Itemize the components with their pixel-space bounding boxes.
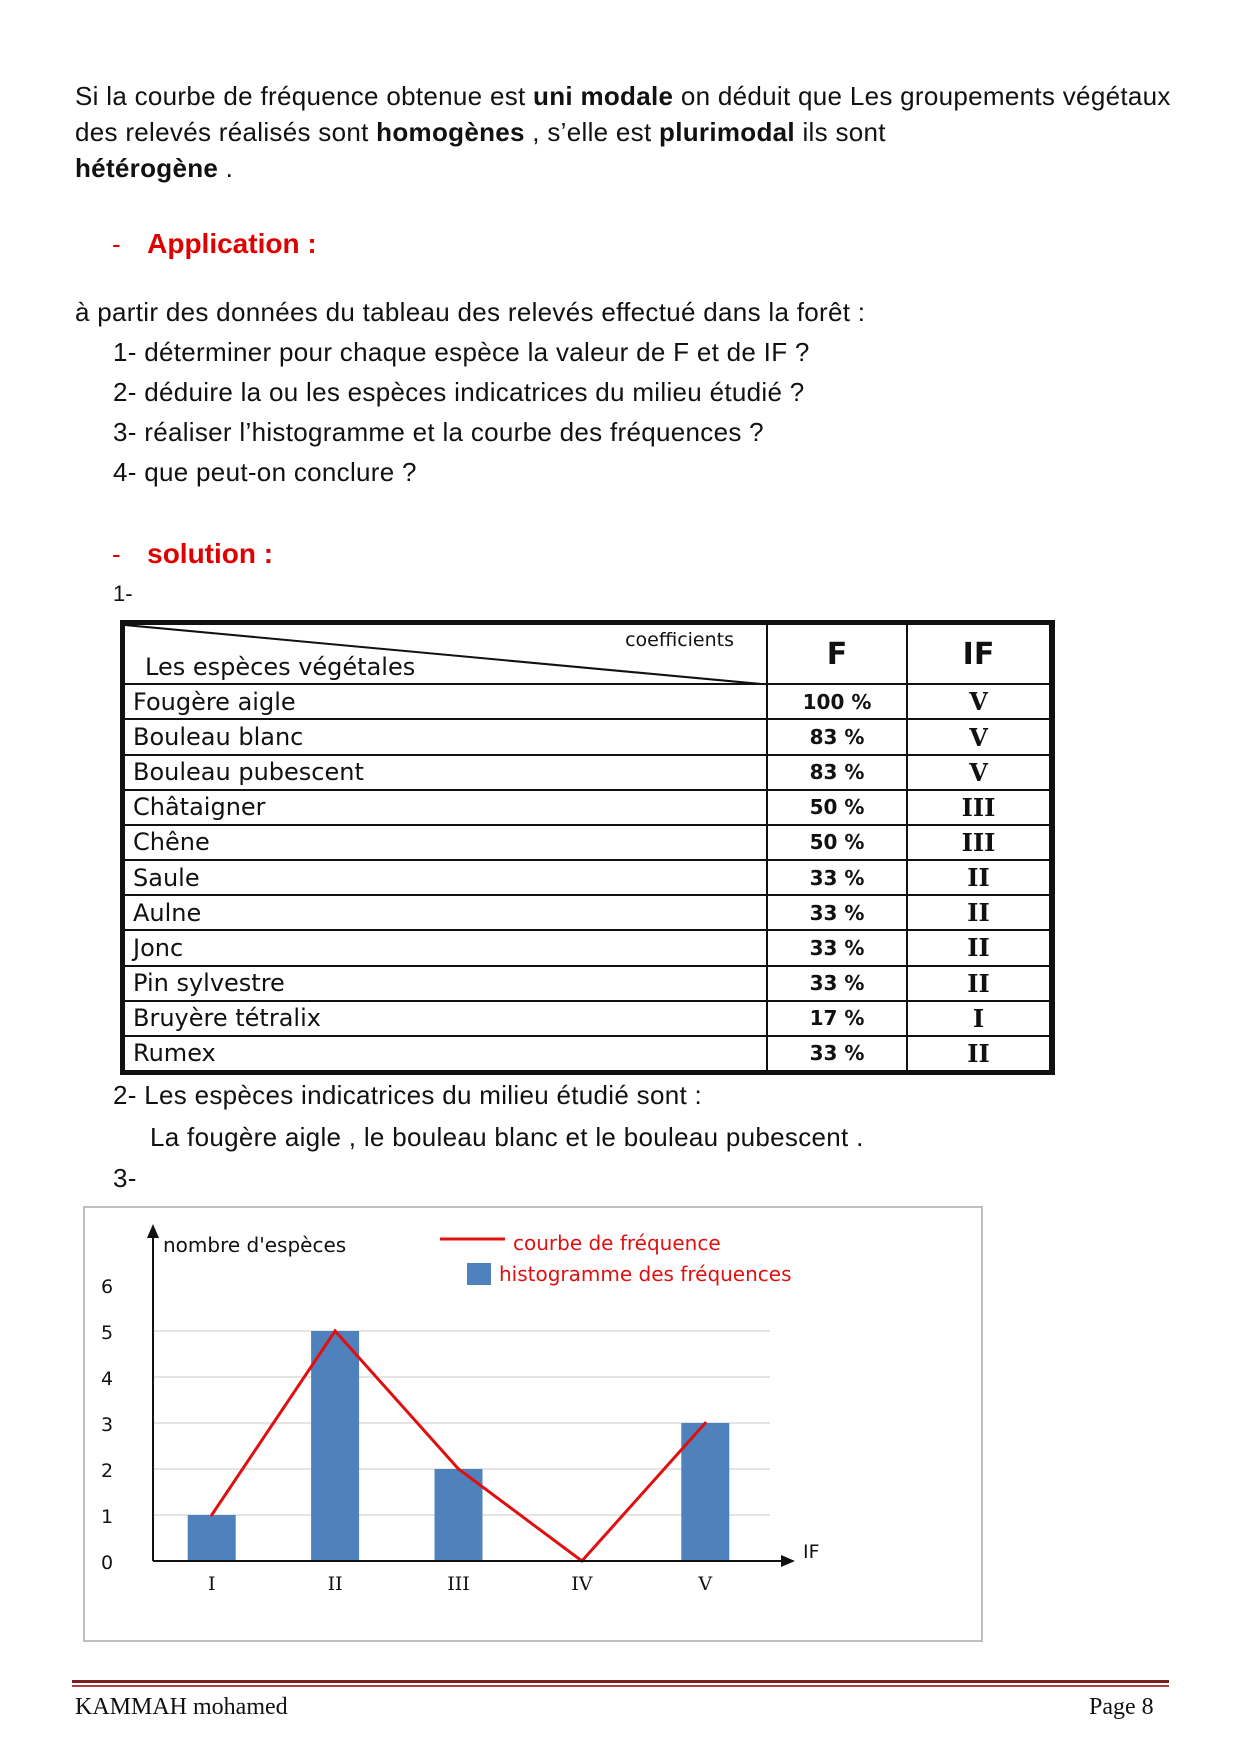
legend-bar-swatch [467,1263,491,1285]
species-if: III [907,790,1050,825]
header-species: Les espèces végétales [145,653,416,682]
species-table [120,620,1055,1075]
species-frequency: 83 % [767,755,907,790]
species-if: II [907,930,1050,965]
species-name: Aulne [124,895,767,930]
header-if: IF [907,624,1050,684]
legend-curve-label: courbe de fréquence [513,1231,721,1255]
species-frequency: 33 % [767,860,907,895]
species-name: Rumex [124,1036,767,1071]
table-row [124,860,1050,895]
x-axis-arrow [781,1555,795,1567]
header-coefficients: coefficients [625,629,734,651]
species-if: II [907,966,1050,1001]
y-tick-label: 4 [100,1368,114,1390]
term-plurimodal: plurimodal [659,117,795,147]
application-heading: - Application : [112,228,317,259]
species-frequency: 33 % [767,930,907,965]
species-if: V [907,719,1050,754]
table-row [124,930,1050,965]
species-if: I [907,1001,1050,1036]
y-tick-label: 0 [100,1552,114,1574]
legend-histogram-label: histogramme des fréquences [499,1262,792,1286]
term-uni-modale: uni modale [533,81,674,111]
table-row [124,1036,1050,1071]
solution-heading: - solution : [112,538,274,569]
species-if: III [907,825,1050,860]
species-frequency: 50 % [767,825,907,860]
y-tick-label: 6 [100,1276,114,1298]
species-name: Bouleau blanc [124,719,767,754]
chart-svg [85,1208,981,1640]
species-name: Saule [124,860,767,895]
x-category-label: V [698,1573,713,1595]
intro-paragraph: Si la courbe de fréquence obtenue est uni modale on déduit que Les groupements végétaux des relevés réalisés sont homogènes , s’elle est plurimodal ils sont hétérogène . [75,81,1171,183]
solution-item-1: 1- [113,581,133,606]
frequency-curve-point [704,1422,707,1425]
term-homogenes: homogènes [376,117,525,147]
y-tick-label: 1 [100,1506,114,1528]
species-if: II [907,860,1050,895]
footer-rule [72,1680,1169,1683]
frequency-curve-point [457,1468,460,1471]
footer-rule-thin [72,1685,1169,1687]
species-name: Chêne [124,825,767,860]
frequency-chart [83,1206,983,1642]
y-axis-label: nombre d'espèces [163,1233,347,1257]
footer-page-number: Page 8 [1089,1694,1154,1720]
species-frequency: 17 % [767,1001,907,1036]
species-frequency: 33 % [767,895,907,930]
application-lead: à partir des données du tableau des relevés effectué dans la forêt : [75,297,866,327]
species-if: V [907,684,1050,719]
histogram-bar [311,1331,359,1561]
question-1: 1- déterminer pour chaque espèce la valeur de F et de IF ? [113,337,810,367]
y-axis-arrow [147,1224,159,1238]
table-row [124,755,1050,790]
table-row [124,1001,1050,1036]
table-row [124,790,1050,825]
solution-item-3: 3- [113,1163,137,1193]
histogram-bar [188,1515,236,1561]
species-name: Jonc [124,930,767,965]
question-2: 2- déduire la ou les espèces indicatrices du milieu étudié ? [113,377,805,407]
x-category-label: I [207,1573,216,1595]
species-name: Pin sylvestre [124,966,767,1001]
species-name: Fougère aigle [124,684,767,719]
species-name: Bouleau pubescent [124,755,767,790]
y-tick-label: 5 [100,1322,114,1344]
species-if: II [907,895,1050,930]
header-f: F [767,624,907,684]
species-if: V [907,755,1050,790]
x-category-label: III [447,1573,470,1595]
y-tick-label: 3 [100,1414,114,1436]
table-row [124,684,1050,719]
species-if: II [907,1036,1050,1071]
frequency-curve-point [334,1330,337,1333]
x-category-label: IV [571,1573,593,1595]
species-frequency: 100 % [767,684,907,719]
frequency-curve-point [210,1514,213,1517]
table-row [124,895,1050,930]
header-diagonal-cell [124,624,767,684]
x-category-label: II [327,1573,343,1595]
species-frequency: 83 % [767,719,907,754]
question-4: 4- que peut-on conclure ? [113,457,417,487]
answer-2-line1: 2- Les espèces indicatrices du milieu étudié sont : [113,1080,703,1110]
table-row [124,719,1050,754]
species-frequency: 33 % [767,1036,907,1071]
answer-2-line2: La fougère aigle , le bouleau blanc et le bouleau pubescent . [150,1122,864,1152]
y-tick-label: 2 [100,1460,114,1482]
question-3: 3- réaliser l’histogramme et la courbe des fréquences ? [113,417,764,447]
species-name: Bruyère tétralix [124,1001,767,1036]
table-row [124,825,1050,860]
table-header-row [124,624,1050,684]
species-frequency: 33 % [767,966,907,1001]
term-heterogene: hétérogène [75,153,219,183]
species-frequency: 50 % [767,790,907,825]
x-axis-label: IF [803,1541,820,1563]
footer-author: KAMMAH mohamed [75,1694,288,1720]
species-name: Châtaigner [124,790,767,825]
table-row [124,966,1050,1001]
